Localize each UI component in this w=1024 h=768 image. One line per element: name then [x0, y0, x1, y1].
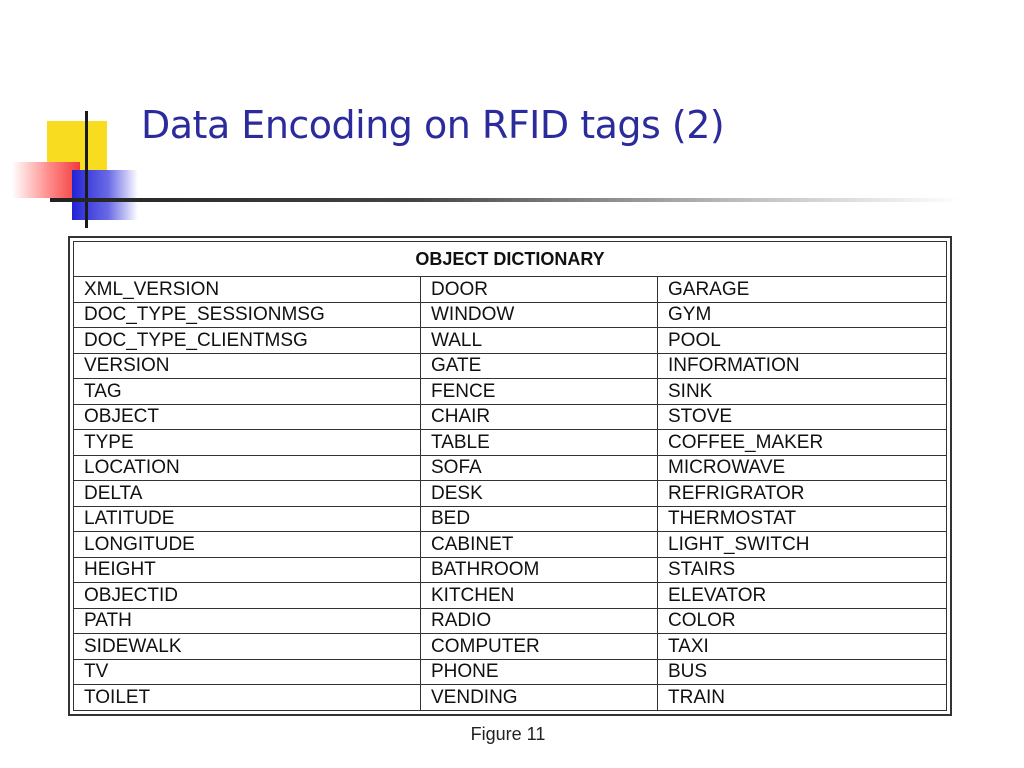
table-row — [74, 379, 947, 405]
table-cell: DOC_TYPE_SESSIONMSG — [74, 302, 421, 328]
table-cell: TAXI — [658, 634, 947, 660]
table-cell: TOILET — [74, 685, 421, 711]
table-cell: BATHROOM — [421, 557, 658, 583]
table-row — [74, 430, 947, 456]
table-body — [74, 277, 947, 711]
table-cell: GATE — [421, 353, 658, 379]
table-row — [74, 455, 947, 481]
table-row — [74, 659, 947, 685]
table-cell: COMPUTER — [421, 634, 658, 660]
table-cell: TYPE — [74, 430, 421, 456]
table-header-row — [74, 242, 947, 277]
logo-blue-bar — [72, 170, 138, 220]
table-cell: ELEVATOR — [658, 583, 947, 609]
table-row — [74, 634, 947, 660]
table-cell: TRAIN — [658, 685, 947, 711]
table-cell: HEIGHT — [74, 557, 421, 583]
table-cell: COLOR — [658, 608, 947, 634]
table-cell: VENDING — [421, 685, 658, 711]
table-cell: WINDOW — [421, 302, 658, 328]
table-cell: TAG — [74, 379, 421, 405]
object-dictionary-table — [73, 241, 947, 711]
table-cell: KITCHEN — [421, 583, 658, 609]
table-cell: COFFEE_MAKER — [658, 430, 947, 456]
table-cell: SIDEWALK — [74, 634, 421, 660]
title-underline — [50, 198, 960, 202]
table-cell: PHONE — [421, 659, 658, 685]
table-cell: CABINET — [421, 532, 658, 558]
table-cell: INFORMATION — [658, 353, 947, 379]
table-row — [74, 404, 947, 430]
table-cell: RADIO — [421, 608, 658, 634]
table-cell: DOOR — [421, 277, 658, 303]
table-row — [74, 532, 947, 558]
logo-red-bar — [12, 162, 80, 198]
table-cell: LONGITUDE — [74, 532, 421, 558]
table-cell: XML_VERSION — [74, 277, 421, 303]
table-cell: MICROWAVE — [658, 455, 947, 481]
table-cell: STAIRS — [658, 557, 947, 583]
slide-title: Data Encoding on RFID tags (2) — [141, 103, 725, 147]
table-cell: BUS — [658, 659, 947, 685]
table-cell: STOVE — [658, 404, 947, 430]
table-row — [74, 328, 947, 354]
figure-caption: Figure 11 — [470, 724, 546, 744]
table-cell: SINK — [658, 379, 947, 405]
table-cell: LIGHT_SWITCH — [658, 532, 947, 558]
table-cell: GARAGE — [658, 277, 947, 303]
table-row — [74, 353, 947, 379]
table-cell: DELTA — [74, 481, 421, 507]
logo-vertical-line — [85, 111, 88, 228]
table-row — [74, 608, 947, 634]
table-row — [74, 583, 947, 609]
table-cell: SOFA — [421, 455, 658, 481]
table-cell: GYM — [658, 302, 947, 328]
table-cell: TV — [74, 659, 421, 685]
table-cell: DESK — [421, 481, 658, 507]
table-row — [74, 481, 947, 507]
object-dictionary-table-frame — [68, 236, 952, 716]
table-cell: CHAIR — [421, 404, 658, 430]
table-cell: FENCE — [421, 379, 658, 405]
table-cell: LOCATION — [74, 455, 421, 481]
table-row — [74, 302, 947, 328]
table-cell: REFRIGRATOR — [658, 481, 947, 507]
table-cell: OBJECTID — [74, 583, 421, 609]
table-cell: TABLE — [421, 430, 658, 456]
table-cell: PATH — [74, 608, 421, 634]
table-cell: OBJECT — [74, 404, 421, 430]
table-row — [74, 506, 947, 532]
table-row — [74, 277, 947, 303]
table-cell: THERMOSTAT — [658, 506, 947, 532]
table-cell: LATITUDE — [74, 506, 421, 532]
table-cell: DOC_TYPE_CLIENTMSG — [74, 328, 421, 354]
table-row — [74, 685, 947, 711]
table-cell: WALL — [421, 328, 658, 354]
table-cell: POOL — [658, 328, 947, 354]
table-header: OBJECT DICTIONARY — [74, 242, 947, 277]
table-cell: VERSION — [74, 353, 421, 379]
table-row — [74, 557, 947, 583]
table-cell: BED — [421, 506, 658, 532]
